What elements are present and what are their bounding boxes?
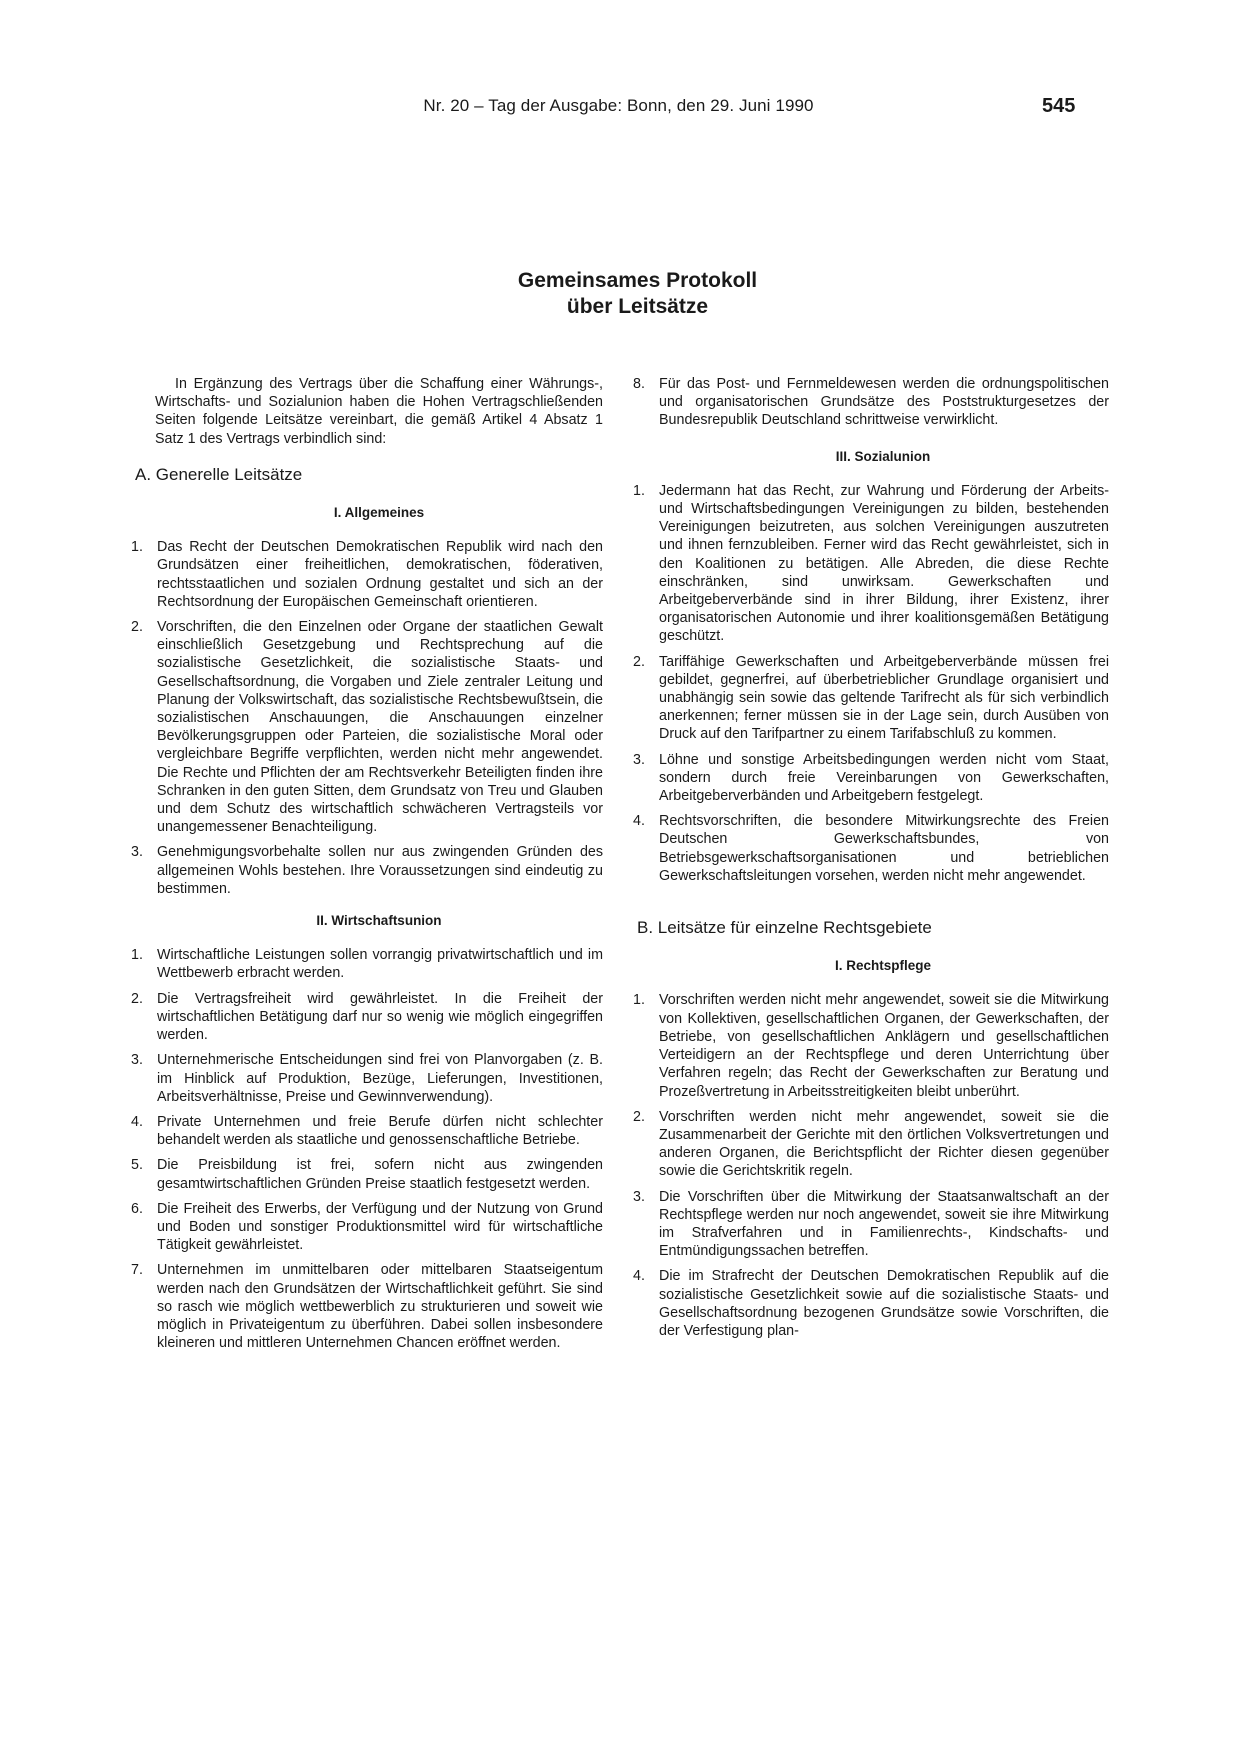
- list-item: [131, 990, 603, 1045]
- item-text: Unternehmerische Entscheidungen sind frei von Planvorgaben (z. B. im Hinblick auf Produktion, Bezüge, Lieferungen, Investitionen, Arbeitsverhältnisse, Preise und Gewinnverwendung).: [157, 1052, 603, 1105]
- left-column: [131, 375, 603, 1359]
- running-header: Nr. 20 – Tag der Ausgabe: Bonn, den 29. Juni 1990: [423, 96, 814, 115]
- item-text: Unternehmen im unmittelbaren oder mittelbaren Staatseigentum werden nach den Grundsätzen der Wirtschaftlichkeit geführt. Sie sind so rasch wie möglich wettbewerblich zu strukturieren und soweit wie möglich in Privateigentum zu überführen. Dabei sollen insbesondere kleineren und mittleren Unternehmen Chancen eröffnet werden.: [157, 1262, 603, 1352]
- list-item: [131, 1261, 603, 1352]
- list-item: [131, 843, 603, 898]
- item-number: 2.: [633, 1108, 645, 1125]
- item-number: 3.: [131, 844, 143, 861]
- list-item: [633, 1188, 1109, 1261]
- item-number: 3.: [633, 1188, 645, 1205]
- list-item: [131, 1113, 603, 1149]
- item-number: 2.: [633, 653, 645, 670]
- list-item: [633, 812, 1109, 885]
- item-number: 7.: [131, 1262, 143, 1279]
- rechtspflege-list: [633, 991, 1109, 1340]
- item-number: 4.: [633, 813, 645, 830]
- subsection-sozialunion-heading: III. Sozialunion: [835, 448, 931, 464]
- list-item: [633, 1108, 1109, 1181]
- subsection-wirtschaftsunion-heading: II. Wirtschaftsunion: [316, 913, 442, 929]
- title-line-2: über Leitsätze: [566, 295, 709, 318]
- item-text: Rechtsvorschriften, die besondere Mitwirkungsrechte des Freien Deutschen Gewerkschaftsbundes, von Betriebsgewerkschaftsorganisationen und betrieblichen Gewerkschaftsleitungen vorsehen, werden nicht mehr angewendet.: [659, 813, 1109, 884]
- item-text: Vorschriften werden nicht mehr angewendet, soweit sie die Zusammenarbeit der Gerichte mit den örtlichen Volksvertretungen und anderen Organen, die Berichtspflicht der Richter diesen gegenüber sowie die Gerichtskritik regeln.: [659, 1108, 1109, 1180]
- right-column: [633, 375, 1109, 1347]
- list-item: [633, 991, 1109, 1100]
- item-text: Jedermann hat das Recht, zur Wahrung und Förderung der Arbeits- und Wirtschaftsbedingungen Vereinigungen zu bilden, bestehenden Vereinigungen beizutreten, aus solchen Vereinigungen auszutreten und ihnen fernzubleiben. Ferner wird das Recht gewährleistet, sich in den Koalitionen zu betätigen. Alle Abreden, die diese Rechte einschränken, sind unwirksam. Gewerkschaften und Arbeitgeberverbände sind in ihrer Bildung, ihrer Existenz, ihrer organisatorischen Autonomie und ihrer koalitionsgemäßen Betätigung geschützt.: [659, 482, 1109, 645]
- item-number: 5.: [131, 1157, 143, 1174]
- item-number: 2.: [131, 619, 143, 636]
- sozialunion-list: [633, 482, 1109, 885]
- item-number: 8.: [633, 376, 645, 392]
- item-number: 4.: [131, 1113, 143, 1130]
- item-text: Wirtschaftliche Leistungen sollen vorrangig privatwirtschaftlich und im Wettbewerb erbracht werden.: [157, 947, 603, 982]
- item-text: Tariffähige Gewerkschaften und Arbeitgeberverbände müssen frei gebildet, gegnerfrei, auf überbetrieblicher Grundlage organisiert und unabhängig sein sowie das geltende Tarifrecht als für sich verbindlich anerkennen; ferner müssen sie in der Lage sein, durch Ausüben von Druck auf den Tarifpartner zu einem Tarifabschluß zu kommen.: [659, 653, 1109, 743]
- list-item: [131, 618, 603, 836]
- list-item: [131, 946, 603, 982]
- document-title: [0, 268, 1237, 320]
- subsection-rechtspflege-heading: I. Rechtspflege: [834, 958, 932, 974]
- item-number: 3.: [131, 1052, 143, 1069]
- item-text: Die Preisbildung ist frei, sofern nicht aus zwingenden gesamtwirtschaftlichen Gründen Preise staatlich festgesetzt werden.: [157, 1157, 603, 1192]
- section-b-heading: B. Leitsätze für einzelne Rechtsgebiete: [637, 918, 932, 938]
- item-text: Die Vertragsfreiheit wird gewährleistet. In die Freiheit der wirtschaftlichen Betätigung darf nur so wenig wie möglich eingegriffen werden.: [157, 990, 603, 1044]
- item-number: 1.: [633, 482, 645, 499]
- list-item: [131, 1051, 603, 1106]
- item-text: Löhne und sonstige Arbeitsbedingungen werden nicht vom Staat, sondern durch freie Vereinbarungen von Gewerkschaften, Arbeitgeberverbänden und Arbeitgebern festgelegt.: [659, 751, 1109, 805]
- item-number: 1.: [131, 539, 143, 556]
- list-item: [131, 538, 603, 611]
- item-number: 2.: [131, 990, 143, 1007]
- allgemeines-list: [131, 538, 603, 898]
- item-text: Genehmigungsvorbehalte sollen nur aus zwingenden Gründen des allgemeinen Wohls bestehen. Ihre Voraussetzungen sind eindeutig zu bestimmen.: [157, 844, 603, 897]
- item-text: Das Recht der Deutschen Demokratischen Republik wird nach den Grundsätzen einer freiheitlichen, demokratischen, föderativen, rechtsstaatlichen und sozialen Ordnung gestaltet und sich an der Rechtsordnung der Europäischen Gemeinschaft orientieren.: [157, 539, 603, 610]
- intro-paragraph: In Ergänzung des Vertrags über die Schaffung einer Währungs-, Wirtschafts- und Sozialunion haben die Hohen Vertragschließenden Seiten folgende Leitsätze vereinbart, die gemäß Artikel 4 Absatz 1 Satz 1 des Vertrags verbindlich sind:: [155, 376, 603, 447]
- list-item: [633, 1267, 1109, 1340]
- item-number: 6.: [131, 1200, 143, 1217]
- title-line-1: Gemeinsames Protokoll: [517, 269, 758, 292]
- list-item: [131, 1156, 603, 1192]
- subsection-allgemeines-heading: I. Allgemeines: [333, 505, 425, 521]
- page-number: 545: [1042, 95, 1076, 117]
- item-number: 1.: [131, 947, 143, 964]
- item-number: 3.: [633, 751, 645, 768]
- item-number: 1.: [633, 992, 645, 1009]
- item-text: Die Vorschriften über die Mitwirkung der Staatsanwaltschaft an der Rechtspflege werden nur noch angewendet, soweit sie ihre Mitwirkung im Strafverfahren und in Familienrechts-, Kindschafts- und Entmündigungssachen betreffen.: [659, 1188, 1109, 1260]
- item-text: Für das Post- und Fernmeldewesen werden die ordnungspolitischen und organisatorischen Grundsätze des Poststrukturgesetzes der Bundesrepublik Deutschland schrittweise verwirklicht.: [659, 376, 1109, 429]
- item-text: Vorschriften werden nicht mehr angewendet, soweit sie die Mitwirkung von Kollektiven, gesellschaftlichen Organen, der Gewerkschaften, der Betriebe, von gesellschaftlichen Anklägern und gesellschaftlichen Verteidigern an der Rechtspflege und deren Unterrichtung über Verfahren regeln; das Recht der Gewerkschaften zur Beratung und Prozeßvertretung in Arbeitsstreitigkeiten bleibt unberührt.: [659, 992, 1109, 1100]
- item-text: Vorschriften, die den Einzelnen oder Organe der staatlichen Gewalt einschließlich Gesetzgebung und Rechtsprechung auf die sozialistische Gesetzlichkeit, die sozialistische Staats- und Gesellschaftsordnung, die Vorgaben und Ziele zentraler Leitung und Planung der Volkswirtschaft, das sozialistische Rechtsbewußtsein, die sozialistischen Anschauungen, die Anschauungen einzelner Bevölkerungsgruppen oder Parteien, die sozialistische Moral oder vergleichbare Begriffe verpflichten, werden nicht mehr angewendet. Die Rechte und Pflichten der am Rechtsverkehr Beteiligten finden ihre Schranken in den guten Sitten, dem Grundsatz von Treu und Glauben und dem Schutz des wirtschaftlich schwächeren Vertragsteils vor unangemessener Benachteiligung.: [157, 619, 603, 836]
- item-text: Die Freiheit des Erwerbs, der Verfügung und der Nutzung von Grund und Boden und sonstiger Produktionsmittel wird für wirtschaftliche Tätigkeit gewährleistet.: [157, 1200, 603, 1254]
- item-text: Private Unternehmen und freie Berufe dürfen nicht schlechter behandelt werden als staatliche und genossenschaftliche Betriebe.: [157, 1113, 603, 1149]
- section-a-heading: A. Generelle Leitsätze: [135, 464, 303, 484]
- item-text: Die im Strafrecht der Deutschen Demokratischen Republik auf die sozialistische Gesetzlichkeit sowie auf die sozialistische Staats- und Gesellschaftsordnung bezogenen Grundsätze sowie Vorschriften, die der Verfestigung plan-: [659, 1268, 1109, 1339]
- list-item: [633, 751, 1109, 806]
- item-number: 4.: [633, 1268, 645, 1285]
- list-item: [633, 653, 1109, 744]
- list-item: [633, 375, 1109, 430]
- wirtschaftsunion-list: [131, 946, 603, 1352]
- list-item: [131, 1200, 603, 1255]
- list-item: [633, 482, 1109, 646]
